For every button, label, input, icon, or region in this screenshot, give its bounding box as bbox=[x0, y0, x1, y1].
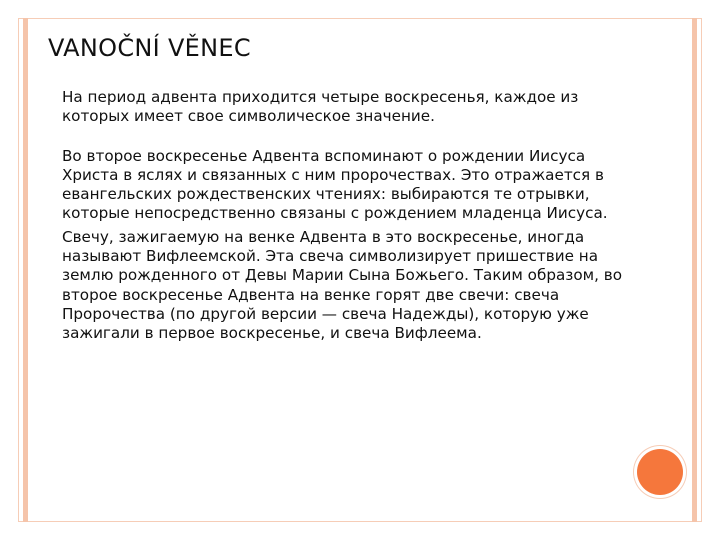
body-paragraph: Во второе воскресенье Адвента вспоминают о рождении Иисуса Христа в яслях и связанных с ним пророчествах. Это отражается в евангельских рождественских чтениях: выбираются те отрывки, которые непосредственно связаны с рождением младенца Иисуса. bbox=[62, 146, 608, 223]
left-decorative-rail bbox=[23, 18, 28, 522]
body-paragraph: На период адвента приходится четыре воскресенья, каждое из которых имеет свое символическое значение. bbox=[62, 88, 579, 126]
body-paragraph: Свечу, зажигаемую на венке Адвента в это воскресенье, иногда называют Вифлеемской. Эта свеча символизирует пришествие на землю рожденного от Девы Марии Сына Божьего. Таким образом, во второе воскресенье Адвента на венке горят две свечи: свеча Пророчества (по другой версии — свеча Надежды), которую уже зажигали в первое воскресенье, и свеча Вифлеема. bbox=[62, 227, 622, 343]
decorative-circle bbox=[637, 449, 683, 495]
slide-body bbox=[62, 88, 642, 344]
slide-title: VANOČNÍ VĚNEC bbox=[48, 34, 251, 62]
right-decorative-rail bbox=[692, 18, 697, 522]
